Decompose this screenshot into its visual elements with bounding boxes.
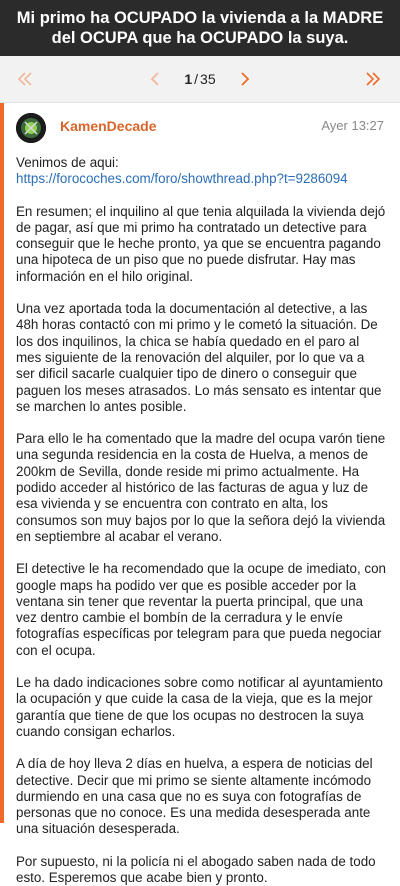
current-page: 1 bbox=[184, 71, 193, 87]
avatar-image-icon bbox=[16, 113, 46, 143]
first-page-button[interactable] bbox=[10, 56, 40, 102]
thread-title: Mi primo ha OCUPADO la vivienda a la MADRE del OCUPA que ha OCUPADO la suya. bbox=[0, 0, 400, 56]
post-body bbox=[0, 155, 400, 886]
page-separator: / bbox=[194, 71, 199, 87]
chevron-right-icon bbox=[239, 71, 251, 87]
page-counter bbox=[170, 56, 230, 102]
last-page-button[interactable] bbox=[358, 56, 388, 102]
post-paragraph: Por supuesto, ni la policía ni el abogado saben nada de todo esto. Esperemos que acabe bien y pronto. bbox=[16, 853, 376, 885]
avatar[interactable] bbox=[16, 113, 46, 143]
post-paragraph: Para ello le ha comentado que la madre del ocupa varón tiene una segunda residencia en la costa de Huelva, a menos de 200km de Sevilla, donde reside mi primo actualmente. Ha podido acceder al histórico de las facturas de agua y luz de esa vivienda y se encuentra con contrato en alta, los consumos son muy bajos por lo que la señora dejó la vivienda en septiembre al acabar el verano. bbox=[16, 431, 386, 544]
post-header bbox=[0, 103, 400, 155]
source-link[interactable]: https://forocoches.com/foro/showthread.php?t=9286094 bbox=[16, 171, 348, 187]
next-page-button[interactable] bbox=[230, 56, 260, 102]
post bbox=[0, 103, 400, 886]
post-paragraph: A día de hoy lleva 2 días en huelva, a espera de noticias del detective. Decir que mi primo se siente altamente incómodo durmiendo en una casa que no es suya con fotografías de personas que no conoce. Es una medida desesperada ante una situación desesperada. bbox=[16, 756, 373, 837]
total-pages: 35 bbox=[200, 71, 216, 87]
chevron-left-icon bbox=[149, 71, 161, 87]
post-paragraph: Una vez aportada toda la documentación al detective, a las 48h horas contactó con mi primo y le cometó la situación. De los dos inquilinos, la chica se había quedado en el paro al mes siguiente de la renovación del alquiler, por lo que va a ser dificil sacarle cualquier tipo de dinero o conseguir que paguen los meses atrasados. Lo más sensato es intentar que se marchen lo antes posible. bbox=[16, 301, 382, 414]
post-time: Ayer 13:27 bbox=[321, 118, 384, 133]
pagination-bar bbox=[0, 56, 400, 103]
post-paragraph: En resumen; el inquilino al que tenia alquilada la vivienda dejó de pagar, así que mi primo ha contratado un detective para conseguir que le heche pronto, ya que se encuentra pagando una hipoteca de un piso que no puede disfrutar. Hay mas información en el hilo original. bbox=[16, 203, 386, 284]
previous-page-button[interactable] bbox=[140, 56, 170, 102]
source-prefix: Venimos de aqui: bbox=[16, 155, 119, 170]
post-accent-bar bbox=[0, 103, 4, 823]
double-chevron-left-icon bbox=[17, 71, 33, 87]
post-paragraph: El detective le ha recomendado que la ocupe de imediato, con google maps ha podido ver que es posible acceder por la ventana sin tener que reventar la puerta principal, que una vez dentro cambie el bombín de la cerradura y le envíe fotografías específicas por telegram para que pueda negociar con el ocupa. bbox=[16, 561, 386, 658]
post-author[interactable]: KamenDecade bbox=[60, 118, 157, 134]
post-source bbox=[16, 155, 386, 188]
double-chevron-right-icon bbox=[365, 71, 381, 87]
post-paragraph: Le ha dado indicaciones sobre como notificar al ayuntamiento la ocupación y que cuide la casa de la vieja, que es la mejor garantía que tiene de que los ocupas no destrocen la suya cuando consigan echarlos. bbox=[16, 675, 383, 739]
